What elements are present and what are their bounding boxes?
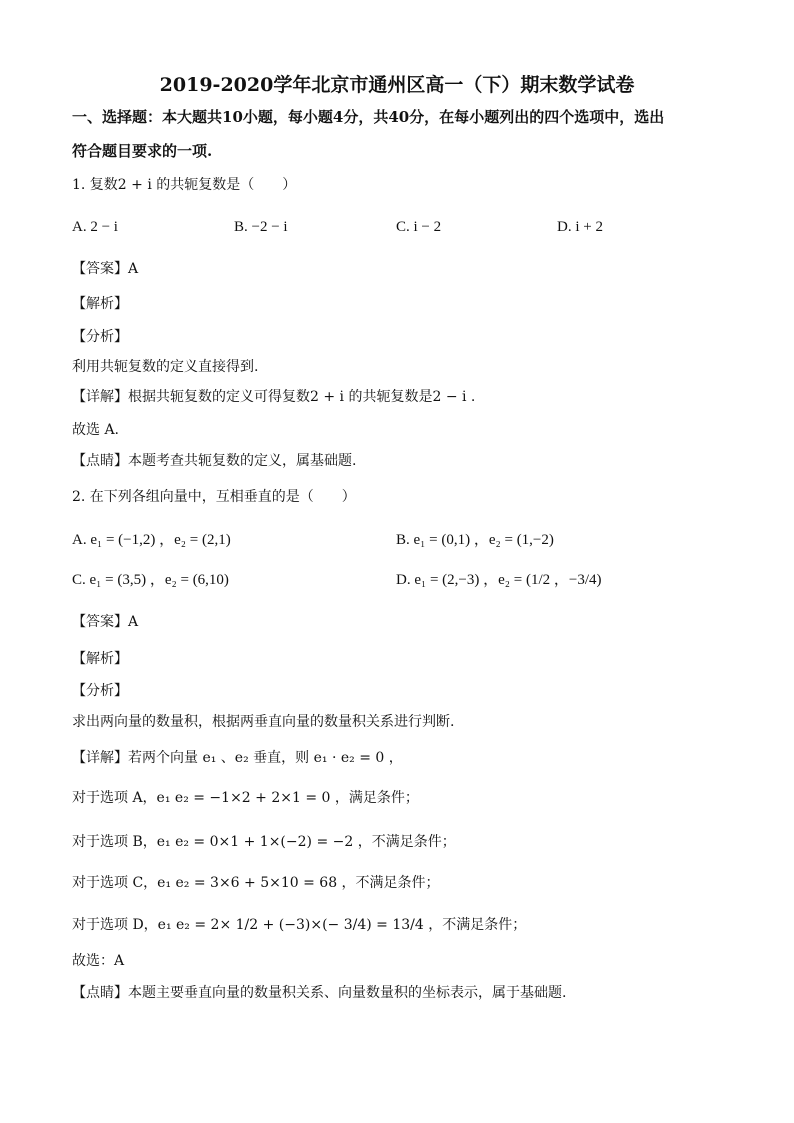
- q2-comment: 【点睛】本题主要垂直向量的数量积关系、向量数量积的坐标表示，属于基础题.: [72, 985, 567, 1001]
- q2-case-a: 对于选项 A，e₁ e₂ = −1×2 + 2×1 = 0 ，满足条件；: [72, 790, 419, 806]
- page-title: 2019-2020学年北京市通州区高一（下）期末数学试卷: [159, 74, 635, 96]
- q1-answer: 【答案】A: [72, 261, 139, 277]
- q2-stem: 2. 在下列各组向量中，互相垂直的是（ ）: [72, 489, 356, 505]
- q2-choose: 故选：A: [72, 953, 125, 969]
- q1-option-d: D. i + 2: [557, 219, 603, 235]
- q1-option-c: C. i − 2: [396, 219, 442, 235]
- q1-comment: 【点睛】本题考查共轭复数的定义，属基础题.: [72, 453, 357, 469]
- q2-case-c: 对于选项 C，e₁ e₂ = 3×6 + 5×10 = 68 ，不满足条件；: [72, 875, 440, 891]
- q1-fenxi-text: 利用共轭复数的定义直接得到.: [72, 359, 259, 375]
- q1-option-b: B. −2 − i: [234, 219, 288, 235]
- q1-option-a: A. 2 − i: [72, 219, 118, 235]
- q1-jiexi: 【解析】: [72, 296, 128, 312]
- q2-option-a: A. e₁ = (−1,2) ，e₂ = (2,1): [72, 532, 231, 548]
- q1-choose: 故选 A.: [72, 422, 120, 438]
- q2-fenxi-text: 求出两向量的数量积，根据两垂直向量的数量积关系进行判断.: [72, 714, 455, 730]
- q2-option-d: D. e₁ = (2,−3) ，e₂ = (1/2 ，−3/4): [396, 572, 602, 588]
- q2-answer: 【答案】A: [72, 614, 139, 630]
- section-heading-line2: 符合题目要求的一项.: [72, 142, 213, 160]
- q2-option-b: B. e₁ = (0,1) ，e₂ = (1,−2): [396, 532, 554, 548]
- q1-detail: 【详解】根据共轭复数的定义可得复数2 + i 的共轭复数是2 − i .: [72, 389, 476, 405]
- q2-case-b: 对于选项 B，e₁ e₂ = 0×1 + 1×(−2) = −2 ，不满足条件；: [72, 834, 456, 850]
- q1-stem: 1. 复数2 + i 的共轭复数是（ ）: [72, 177, 297, 193]
- q2-option-c: C. e₁ = (3,5) ，e₂ = (6,10): [72, 572, 229, 588]
- q2-detail: 【详解】若两个向量 e₁ 、e₂ 垂直，则 e₁ · e₂ = 0 ，: [72, 750, 403, 766]
- q1-fenxi: 【分析】: [72, 329, 128, 345]
- q2-jiexi: 【解析】: [72, 651, 128, 667]
- q2-case-d: 对于选项 D，e₁ e₂ = 2× 1/2 + (−3)×(− 3/4) = 13/4 ，不满足条件；: [72, 917, 527, 933]
- q2-fenxi: 【分析】: [72, 683, 128, 699]
- section-heading-line1: 一、选择题：本大题共10小题，每小题4分，共40分，在每小题列出的四个选项中，选出: [72, 108, 665, 126]
